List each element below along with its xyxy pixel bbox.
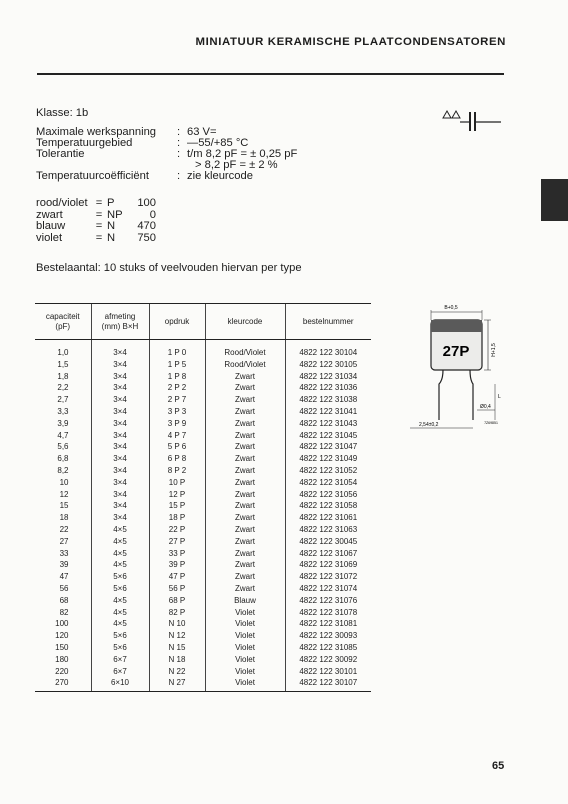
- color-name: rood/violet: [36, 197, 88, 209]
- column-header-capacity: capaciteit (pF): [35, 304, 91, 340]
- cell-color-code: Zwart: [205, 512, 285, 524]
- table-header-row: [35, 304, 371, 340]
- spec-table: [36, 127, 297, 182]
- cell-order-number: 4822 122 30093: [285, 630, 371, 642]
- cell-color-code: Violet: [205, 607, 285, 619]
- cell-marking: 6 P 8: [149, 453, 205, 465]
- cell-marking: 1 P 5: [149, 359, 205, 371]
- cell-order-number: 4822 122 31069: [285, 559, 371, 571]
- color-code-row: [36, 198, 156, 210]
- cell-marking: 2 P 2: [149, 382, 205, 394]
- cell-order-number: 4822 122 31045: [285, 430, 371, 442]
- cell-color-code: Violet: [205, 618, 285, 630]
- dimension-lead-length-label: L: [498, 394, 501, 400]
- equals-sign: =: [95, 197, 103, 209]
- table-row: [35, 571, 371, 583]
- column-header-marking: opdruk: [149, 304, 205, 340]
- table-row: [35, 677, 371, 691]
- cell-capacity: 2,7: [57, 395, 69, 405]
- table-row: [35, 512, 371, 524]
- cell-dimensions: 4×5: [91, 559, 149, 571]
- cell-order-number: 4822 122 31049: [285, 453, 371, 465]
- spec-value: > 8,2 pF = ± 2 %: [195, 159, 278, 171]
- tc-code: N: [107, 231, 116, 244]
- table-row: [35, 371, 371, 383]
- order-quantity-note: Bestelaantal: 10 stuks of veelvouden hiervan per type: [36, 262, 302, 274]
- table-row: [35, 536, 371, 548]
- cell-marking: 4 P 7: [149, 430, 205, 442]
- table-row: [35, 607, 371, 619]
- spec-label: Tolerantie: [36, 148, 85, 160]
- color-band: [431, 320, 482, 332]
- spec-value: —55/+85 °C: [187, 137, 249, 149]
- cell-marking: 33 P: [149, 548, 205, 560]
- cell-dimensions: 3×4: [91, 512, 149, 524]
- table-row: [35, 394, 371, 406]
- cell-order-number: 4822 122 30105: [285, 359, 371, 371]
- cell-capacity: 33: [59, 548, 69, 558]
- cell-color-code: Zwart: [205, 524, 285, 536]
- table-row: [35, 583, 371, 595]
- specifications: [36, 108, 297, 182]
- page-number: 65: [492, 760, 505, 772]
- cell-color-code: Zwart: [205, 559, 285, 571]
- color-code-row: [36, 233, 156, 245]
- cell-marking: N 27: [149, 677, 205, 691]
- cell-color-code: Rood/Violet: [205, 359, 285, 371]
- column-header-order-number: bestelnummer: [285, 304, 371, 340]
- cell-dimensions: 3×4: [91, 465, 149, 477]
- tc-value: 470: [137, 220, 156, 233]
- cell-order-number: 4822 122 30045: [285, 536, 371, 548]
- cell-order-number: 4822 122 31043: [285, 418, 371, 430]
- capacitor-table: [35, 303, 371, 692]
- cell-marking: 10 P: [149, 477, 205, 489]
- spec-separator: :: [177, 148, 181, 160]
- cell-color-code: Zwart: [205, 430, 285, 442]
- cell-capacity: 47: [59, 572, 69, 582]
- cell-capacity: 1,0: [57, 348, 69, 357]
- table-row: [35, 441, 371, 453]
- cell-capacity: 22: [59, 524, 69, 534]
- table-row: [35, 382, 371, 394]
- cell-order-number: 4822 122 31047: [285, 441, 371, 453]
- cell-color-code: Rood/Violet: [205, 340, 285, 359]
- cell-capacity: 68: [59, 595, 69, 605]
- spec-label: Maximale werkspanning: [36, 126, 157, 138]
- cell-dimensions: 3×4: [91, 406, 149, 418]
- cell-dimensions: 3×4: [91, 453, 149, 465]
- cell-order-number: 4822 122 31056: [285, 489, 371, 501]
- table-row: [35, 340, 371, 359]
- spec-separator: :: [177, 126, 181, 138]
- cell-dimensions: 3×4: [91, 382, 149, 394]
- color-name: violet: [36, 231, 63, 244]
- cell-capacity: 82: [59, 607, 69, 617]
- capacitor-marking-label: 27P: [442, 343, 470, 360]
- cell-capacity: 39: [59, 560, 69, 570]
- cell-color-code: Zwart: [205, 394, 285, 406]
- cell-marking: 82 P: [149, 607, 205, 619]
- table-row: [35, 559, 371, 571]
- cell-marking: 12 P: [149, 489, 205, 501]
- cell-capacity: 10: [59, 477, 69, 487]
- tc-code: P: [107, 197, 115, 209]
- cell-marking: 2 P 7: [149, 394, 205, 406]
- table-row: [35, 618, 371, 630]
- equals-sign: =: [95, 208, 103, 221]
- tc-value: 100: [137, 197, 156, 209]
- cell-marking: N 12: [149, 630, 205, 642]
- equals-sign: =: [95, 231, 103, 244]
- cell-color-code: Zwart: [205, 536, 285, 548]
- cell-capacity: 270: [35, 677, 91, 691]
- cell-capacity: 3,3: [57, 406, 69, 416]
- cell-marking: 22 P: [149, 524, 205, 536]
- table-row: [35, 465, 371, 477]
- spec-label: Temperatuurcoëfficiënt: [36, 170, 149, 182]
- table-row: [35, 595, 371, 607]
- table-row: [35, 630, 371, 642]
- cell-order-number: 4822 122 31036: [285, 382, 371, 394]
- cell-color-code: Violet: [205, 666, 285, 678]
- cell-capacity: 12: [59, 489, 69, 499]
- color-name: zwart: [36, 208, 63, 221]
- page-title: MINIATUUR KERAMISCHE PLAATCONDENSATOREN: [195, 36, 506, 48]
- cell-color-code: Zwart: [205, 500, 285, 512]
- cell-capacity: 100: [55, 619, 69, 629]
- cell-order-number: 4822 122 31034: [285, 371, 371, 383]
- spec-separator: :: [177, 170, 181, 182]
- cell-order-number: 4822 122 30092: [285, 654, 371, 666]
- cell-order-number: 4822 122 31058: [285, 500, 371, 512]
- class-label: Klasse: 1b: [36, 107, 89, 119]
- cell-color-code: Violet: [205, 642, 285, 654]
- cell-order-number: 4822 122 31038: [285, 394, 371, 406]
- cell-color-code: Zwart: [205, 489, 285, 501]
- table-row: [35, 406, 371, 418]
- cell-dimensions: 4×5: [91, 536, 149, 548]
- cell-order-number: 4822 122 31061: [285, 512, 371, 524]
- dimension-wire-label: Ø0,4: [480, 404, 491, 410]
- table-row: [35, 453, 371, 465]
- capacitor-symbol-icon: [440, 108, 502, 132]
- cell-dimensions: 3×4: [91, 489, 149, 501]
- tc-code: N: [107, 220, 116, 233]
- cell-marking: 56 P: [149, 583, 205, 595]
- cell-color-code: Zwart: [205, 453, 285, 465]
- cell-dimensions: 6×10: [91, 677, 149, 691]
- lead-wire-left: [439, 370, 443, 420]
- table-row: [35, 500, 371, 512]
- cell-marking: 3 P 9: [149, 418, 205, 430]
- lead-wire-right: [470, 370, 473, 420]
- cell-color-code: Zwart: [205, 406, 285, 418]
- spec-value: 63 V=: [187, 126, 217, 138]
- cell-dimensions: 3×4: [91, 430, 149, 442]
- cell-order-number: 4822 122 31076: [285, 595, 371, 607]
- tc-value: 0: [149, 208, 156, 221]
- table-row: [35, 666, 371, 678]
- cell-marking: N 22: [149, 666, 205, 678]
- dimension-height-label: H+1,5: [491, 343, 497, 357]
- tc-value: 750: [137, 231, 156, 244]
- cell-dimensions: 6×7: [91, 654, 149, 666]
- cell-color-code: Zwart: [205, 465, 285, 477]
- cell-capacity: 4,7: [57, 430, 69, 440]
- cell-order-number: 4822 122 30104: [285, 340, 371, 359]
- table-row: [35, 524, 371, 536]
- table-row: [35, 548, 371, 560]
- cell-dimensions: 4×5: [91, 595, 149, 607]
- table-row: [35, 654, 371, 666]
- cell-marking: 8 P 2: [149, 465, 205, 477]
- table-row: [35, 430, 371, 442]
- cell-color-code: Zwart: [205, 583, 285, 595]
- cell-dimensions: 3×4: [91, 477, 149, 489]
- cell-color-code: Zwart: [205, 371, 285, 383]
- cell-dimensions: 3×4: [91, 359, 149, 371]
- column-header-dimensions: afmeting (mm) B×H: [91, 304, 149, 340]
- cell-order-number: 4822 122 31078: [285, 607, 371, 619]
- cell-dimensions: 4×5: [91, 524, 149, 536]
- cell-order-number: 4822 122 31063: [285, 524, 371, 536]
- cell-color-code: Zwart: [205, 418, 285, 430]
- cell-capacity: 18: [59, 513, 69, 523]
- cell-capacity: 120: [55, 631, 69, 641]
- cell-order-number: 4822 122 31041: [285, 406, 371, 418]
- capacitor-dimension-diagram: [395, 300, 505, 440]
- cell-capacity: 6,8: [57, 454, 69, 464]
- tc-code: NP: [107, 208, 123, 221]
- dimension-width-label: B+0,5: [444, 305, 458, 311]
- cell-capacity: 180: [55, 654, 69, 664]
- cell-capacity: 5,6: [57, 442, 69, 452]
- dimension-pitch-label: 2,54±0,2: [419, 422, 439, 428]
- color-name: blauw: [36, 220, 66, 233]
- header-rule: [37, 73, 504, 75]
- spec-label: Temperatuurgebied: [36, 137, 133, 149]
- cell-order-number: 4822 122 30107: [285, 677, 371, 691]
- spec-separator: :: [177, 137, 181, 149]
- table-row: [35, 477, 371, 489]
- cell-marking: N 15: [149, 642, 205, 654]
- cell-color-code: Zwart: [205, 382, 285, 394]
- cell-order-number: 4822 122 31054: [285, 477, 371, 489]
- cell-color-code: Violet: [205, 654, 285, 666]
- cell-capacity: 1,5: [57, 359, 69, 369]
- cell-dimensions: 6×7: [91, 666, 149, 678]
- cell-color-code: Blauw: [205, 595, 285, 607]
- cell-dimensions: 4×5: [91, 618, 149, 630]
- cell-dimensions: 3×4: [91, 371, 149, 383]
- cell-color-code: Zwart: [205, 477, 285, 489]
- cell-capacity: 8,2: [57, 465, 69, 475]
- column-header-color-code: kleurcode: [205, 304, 285, 340]
- cell-dimensions: 3×4: [91, 394, 149, 406]
- cell-dimensions: 3×4: [91, 500, 149, 512]
- cell-marking: 3 P 3: [149, 406, 205, 418]
- spec-row: [36, 171, 297, 182]
- cell-marking: 39 P: [149, 559, 205, 571]
- cell-order-number: 4822 122 31052: [285, 465, 371, 477]
- cell-order-number: 4822 122 31074: [285, 583, 371, 595]
- cell-marking: 68 P: [149, 595, 205, 607]
- cell-order-number: 4822 122 31067: [285, 548, 371, 560]
- section-tab-marker: [541, 179, 568, 221]
- cell-dimensions: 4×5: [91, 548, 149, 560]
- table-body: [35, 340, 371, 692]
- cell-marking: 15 P: [149, 500, 205, 512]
- spec-value: zie kleurcode: [187, 170, 253, 182]
- spec-value: t/m 8,2 pF = ± 0,25 pF: [187, 148, 298, 160]
- cell-capacity: 56: [59, 583, 69, 593]
- cell-capacity: 3,9: [57, 418, 69, 428]
- cell-order-number: 4822 122 31085: [285, 642, 371, 654]
- cell-color-code: Violet: [205, 630, 285, 642]
- cell-capacity: 220: [55, 666, 69, 676]
- cell-marking: 27 P: [149, 536, 205, 548]
- cell-order-number: 4822 122 31081: [285, 618, 371, 630]
- cell-marking: 47 P: [149, 571, 205, 583]
- cell-order-number: 4822 122 30101: [285, 666, 371, 678]
- cell-color-code: Violet: [205, 677, 285, 691]
- cell-marking: N 10: [149, 618, 205, 630]
- cell-dimensions: 3×4: [91, 441, 149, 453]
- cell-capacity: 1,8: [57, 371, 69, 381]
- cell-dimensions: 4×5: [91, 607, 149, 619]
- cell-color-code: Zwart: [205, 548, 285, 560]
- cell-capacity: 150: [55, 642, 69, 652]
- table-row: [35, 642, 371, 654]
- cell-dimensions: 3×4: [91, 418, 149, 430]
- cell-dimensions: 5×6: [91, 630, 149, 642]
- cell-color-code: Zwart: [205, 441, 285, 453]
- cell-dimensions: 5×6: [91, 583, 149, 595]
- table-row: [35, 359, 371, 371]
- cell-dimensions: 3×4: [91, 340, 149, 359]
- table-row: [35, 418, 371, 430]
- drawing-reference: 7Z69851: [484, 421, 498, 425]
- cell-dimensions: 5×6: [91, 642, 149, 654]
- cell-marking: 1 P 0: [149, 340, 205, 359]
- color-code-list: [36, 198, 156, 244]
- cell-marking: 1 P 8: [149, 371, 205, 383]
- cell-capacity: 15: [59, 501, 69, 511]
- cell-marking: 5 P 6: [149, 441, 205, 453]
- cell-capacity: 2,2: [57, 383, 69, 393]
- equals-sign: =: [95, 220, 103, 233]
- cell-marking: N 18: [149, 654, 205, 666]
- cell-dimensions: 5×6: [91, 571, 149, 583]
- cell-order-number: 4822 122 31072: [285, 571, 371, 583]
- cell-color-code: Zwart: [205, 571, 285, 583]
- table-row: [35, 489, 371, 501]
- cell-marking: 18 P: [149, 512, 205, 524]
- cell-capacity: 27: [59, 536, 69, 546]
